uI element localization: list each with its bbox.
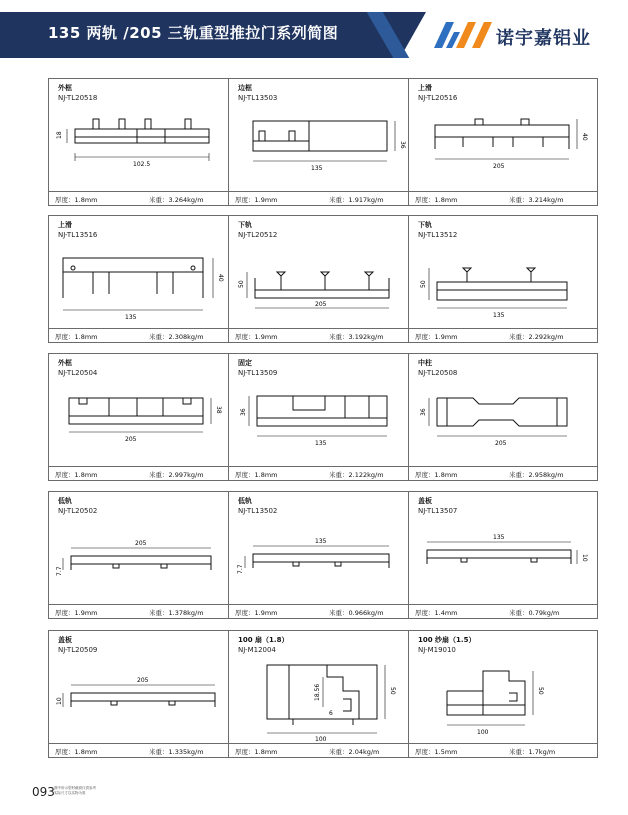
profile-code: NJ-TL13503 [238, 94, 278, 102]
dim-label: 40 [217, 274, 224, 282]
profile-name: 上滑 [418, 84, 432, 92]
dim-label: 135 [493, 534, 505, 541]
page-title: 135 两轨 /205 三轨重型推拉门系列简图 [48, 24, 339, 42]
thickness-label: 厚度： [415, 333, 435, 341]
profile-code: NJ-TL13509 [238, 369, 278, 377]
weight-label: 米重： [149, 471, 169, 479]
dim-label: 50 [537, 687, 544, 695]
profile-code: NJ-TL20502 [58, 507, 98, 515]
profile-name: 100 纱扇（1.5） [418, 636, 476, 644]
profile-code: NJ-TL20508 [418, 369, 458, 377]
profile-drawing [413, 657, 593, 743]
profile-card [48, 630, 238, 758]
thickness-label: 厚度： [55, 333, 75, 341]
dim-label: 10 [56, 697, 63, 705]
thickness-value: 1.8mm [74, 471, 98, 479]
thickness-value: 1.9mm [254, 196, 278, 204]
dim-label: 135 [493, 312, 505, 319]
profile-code: NJ-TL20504 [58, 369, 98, 377]
dim-label: 50 [238, 280, 245, 288]
dim-label: 100 [477, 729, 489, 736]
dim-label: 135 [315, 538, 327, 545]
dim-label: 18.56 [314, 683, 321, 701]
profile-code: NJ-TL13512 [418, 231, 458, 239]
profile-code: NJ-TL13507 [418, 507, 458, 515]
spec-row [229, 466, 417, 480]
profile-drawing [53, 657, 233, 743]
profile-card [228, 353, 418, 481]
thickness-label: 厚度： [55, 748, 75, 756]
weight-label: 米重： [329, 748, 349, 756]
profile-name: 固定 [238, 359, 252, 367]
profile-card [48, 491, 238, 619]
spec-row [49, 466, 237, 480]
thickness-value: 1.9mm [74, 609, 98, 617]
dim-label: 18 [56, 131, 63, 139]
dim-label: 7.7 [56, 566, 63, 576]
thickness-value: 1.9mm [254, 609, 278, 617]
profile-drawing [233, 380, 413, 466]
weight-label: 米重： [509, 748, 529, 756]
page-number: 093 [32, 785, 55, 799]
profile-code: NJ-TL13502 [238, 507, 278, 515]
dim-label: 7.7 [237, 564, 244, 574]
dim-label: 205 [495, 440, 507, 447]
weight-value: 0.966kg/m [348, 609, 384, 617]
dim-label: 135 [311, 165, 323, 172]
thickness-value: 1.9mm [254, 333, 278, 341]
dim-label: 102.5 [133, 161, 151, 168]
dim-label: 205 [137, 677, 149, 684]
profile-card [48, 353, 238, 481]
profile-drawing [413, 105, 593, 191]
thickness-value: 1.8mm [254, 748, 278, 756]
thickness-value: 1.8mm [254, 471, 278, 479]
dim-label: 205 [493, 163, 505, 170]
spec-row [229, 328, 417, 342]
dim-label: 50 [389, 687, 396, 695]
dim-label: 205 [135, 540, 147, 547]
page-header [0, 0, 628, 64]
dim-label: 135 [315, 440, 327, 447]
footer-note-line: 图中所示型材截面仅供参考 [54, 786, 96, 790]
profile-card [48, 78, 238, 206]
spec-row [49, 743, 237, 757]
dim-label: 36 [240, 408, 247, 416]
weight-label: 米重： [509, 471, 529, 479]
thickness-value: 1.5mm [434, 748, 458, 756]
weight-value: 3.214kg/m [528, 196, 564, 204]
profile-code: NJ-M12004 [238, 646, 276, 654]
dim-label: 6 [329, 710, 333, 717]
profile-drawing [233, 105, 413, 191]
profile-name: 外框 [58, 359, 72, 367]
spec-row [49, 191, 237, 205]
weight-value: 0.79kg/m [528, 609, 560, 617]
spec-row [409, 466, 597, 480]
profile-drawing [233, 242, 413, 328]
weight-label: 米重： [509, 333, 529, 341]
dim-label: 50 [420, 280, 427, 288]
dim-label: 135 [125, 314, 137, 321]
weight-label: 米重： [329, 609, 349, 617]
spec-row [409, 604, 597, 618]
profile-card [228, 630, 418, 758]
profile-code: NJ-TL13516 [58, 231, 98, 239]
dim-label: 10 [581, 554, 588, 562]
profile-card [408, 215, 598, 343]
thickness-value: 1.8mm [74, 196, 98, 204]
profile-drawing [413, 518, 593, 604]
thickness-label: 厚度： [235, 748, 255, 756]
spec-row [229, 191, 417, 205]
profile-code: NJ-TL20518 [58, 94, 98, 102]
weight-label: 米重： [149, 333, 169, 341]
thickness-value: 1.8mm [74, 748, 98, 756]
profile-drawing [233, 657, 413, 743]
profile-drawing [413, 380, 593, 466]
weight-value: 2.292kg/m [528, 333, 564, 341]
profile-card [48, 215, 238, 343]
profile-card [408, 78, 598, 206]
weight-value: 2.308kg/m [168, 333, 204, 341]
thickness-label: 厚度： [55, 196, 75, 204]
weight-label: 米重： [329, 196, 349, 204]
dim-label: 100 [315, 736, 327, 743]
thickness-label: 厚度： [55, 609, 75, 617]
dim-label: 205 [315, 301, 327, 308]
thickness-label: 厚度： [415, 471, 435, 479]
profile-drawing [53, 242, 233, 328]
spec-row [409, 191, 597, 205]
profile-name: 外框 [58, 84, 72, 92]
profile-card [408, 630, 598, 758]
weight-label: 米重： [509, 196, 529, 204]
profile-card [228, 215, 418, 343]
profile-card [408, 353, 598, 481]
spec-row [229, 743, 417, 757]
profile-drawing [413, 242, 593, 328]
profile-name: 盖板 [418, 497, 432, 505]
thickness-label: 厚度： [415, 609, 435, 617]
dim-label: 36 [420, 408, 427, 416]
weight-value: 3.264kg/m [168, 196, 204, 204]
weight-label: 米重： [329, 333, 349, 341]
profile-card [228, 491, 418, 619]
spec-row [409, 328, 597, 342]
thickness-value: 1.8mm [74, 333, 98, 341]
footer-note-line: 实际尺寸以实物为准 [54, 791, 86, 795]
footer-note [54, 786, 96, 796]
weight-value: 1.378kg/m [168, 609, 204, 617]
weight-label: 米重： [509, 609, 529, 617]
weight-value: 2.04kg/m [348, 748, 380, 756]
brand [432, 16, 618, 54]
thickness-label: 厚度： [55, 471, 75, 479]
profile-drawing [53, 518, 233, 604]
thickness-label: 厚度： [415, 748, 435, 756]
weight-label: 米重： [149, 748, 169, 756]
weight-value: 1.7kg/m [528, 748, 556, 756]
ayj-logo-icon [432, 20, 492, 50]
dim-label: 40 [581, 133, 588, 141]
weight-value: 2.997kg/m [168, 471, 204, 479]
profile-name: 100 扇（1.8） [238, 636, 289, 644]
thickness-value: 1.8mm [434, 196, 458, 204]
weight-value: 1.335kg/m [168, 748, 204, 756]
dim-label: 36 [399, 141, 406, 149]
profile-name: 边框 [238, 84, 252, 92]
profile-name: 上滑 [58, 221, 72, 229]
profile-drawing [53, 380, 233, 466]
profile-name: 中柱 [418, 359, 432, 367]
spec-row [49, 328, 237, 342]
spec-row [229, 604, 417, 618]
profile-name: 下轨 [238, 221, 252, 229]
profile-drawing [53, 105, 233, 191]
thickness-value: 1.4mm [434, 609, 458, 617]
thickness-value: 1.8mm [434, 471, 458, 479]
profile-name: 低轨 [238, 497, 252, 505]
profile-code: NJ-TL20512 [238, 231, 278, 239]
weight-label: 米重： [149, 609, 169, 617]
dim-label: 205 [125, 436, 137, 443]
weight-value: 1.917kg/m [348, 196, 384, 204]
thickness-value: 1.9mm [434, 333, 458, 341]
profile-name: 盖板 [58, 636, 72, 644]
weight-value: 2.958kg/m [528, 471, 564, 479]
profile-code: NJ-TL20509 [58, 646, 98, 654]
thickness-label: 厚度： [415, 196, 435, 204]
thickness-label: 厚度： [235, 471, 255, 479]
dim-label: 38 [215, 406, 222, 414]
brand-name: 诺宇嘉铝业 [496, 28, 591, 49]
profile-card [408, 491, 598, 619]
profile-card [228, 78, 418, 206]
weight-label: 米重： [149, 196, 169, 204]
weight-value: 3.192kg/m [348, 333, 384, 341]
thickness-label: 厚度： [235, 609, 255, 617]
weight-value: 2.122kg/m [348, 471, 384, 479]
spec-row [49, 604, 237, 618]
profile-name: 下轨 [418, 221, 432, 229]
spec-row [409, 743, 597, 757]
profile-code: NJ-M19010 [418, 646, 456, 654]
profile-code: NJ-TL20516 [418, 94, 458, 102]
profile-drawing [233, 518, 413, 604]
weight-label: 米重： [329, 471, 349, 479]
thickness-label: 厚度： [235, 196, 255, 204]
thickness-label: 厚度： [235, 333, 255, 341]
profile-name: 低轨 [58, 497, 72, 505]
